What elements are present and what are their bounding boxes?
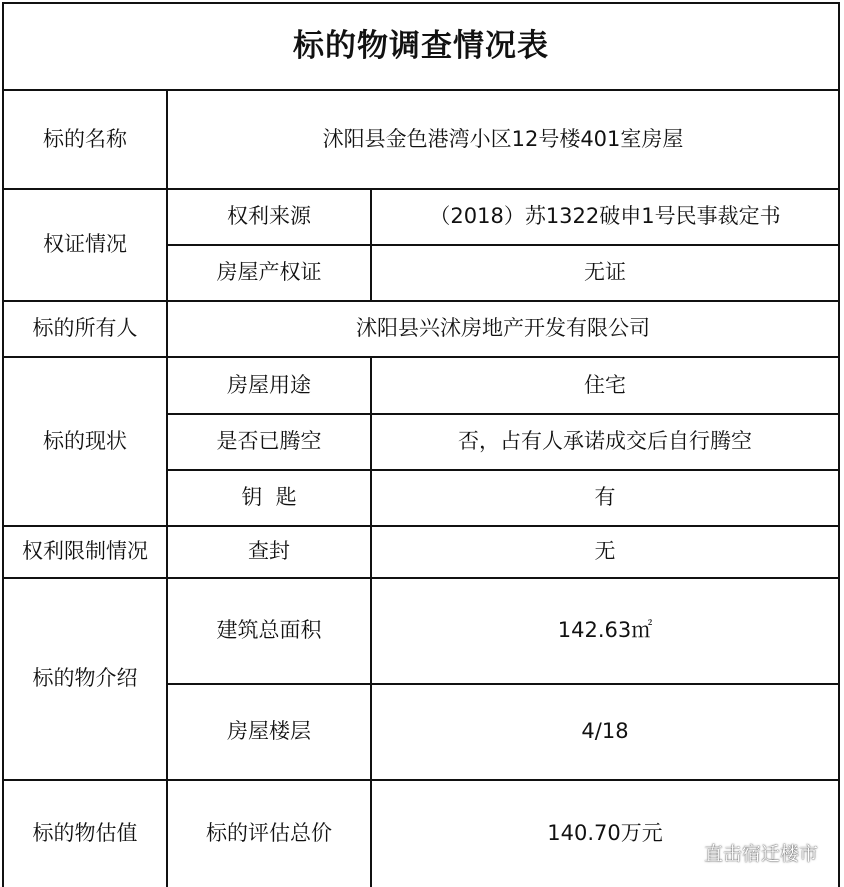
wechat-icon <box>670 842 696 864</box>
owner-value: 沭阳县兴沭房地产开发有限公司 <box>167 301 839 357</box>
survey-table <box>2 2 840 887</box>
rights-cert-value: 无证 <box>371 245 839 301</box>
restriction-value: 无 <box>371 526 839 578</box>
watermark <box>670 839 818 866</box>
valuation-label: 标的物估值 <box>3 780 167 887</box>
rights-cert-label: 房屋产权证 <box>167 245 371 301</box>
rights-label: 权证情况 <box>3 189 167 301</box>
restriction-sub-label: 查封 <box>167 526 371 578</box>
intro-floor-label: 房屋楼层 <box>167 684 371 780</box>
watermark-text: 直击宿迁楼市 <box>703 843 818 865</box>
status-vacated-value: 否，占有人承诺成交后自行腾空 <box>371 414 839 470</box>
intro-label: 标的物介绍 <box>3 578 167 780</box>
restriction-label: 权利限制情况 <box>3 526 167 578</box>
status-key-label: 钥 匙 <box>167 470 371 526</box>
rights-source-value: （2018）苏1322破申1号民事裁定书 <box>371 189 839 245</box>
status-use-value: 住宅 <box>371 357 839 414</box>
status-key-value: 有 <box>371 470 839 526</box>
name-label: 标的名称 <box>3 90 167 189</box>
rights-source-label: 权利来源 <box>167 189 371 245</box>
intro-floor-value: 4/18 <box>371 684 839 780</box>
valuation-value: 140.70万元 <box>371 780 839 887</box>
name-value: 沭阳县金色港湾小区12号楼401室房屋 <box>167 90 839 189</box>
intro-area-value: 142.63㎡ <box>371 578 839 684</box>
status-vacated-label: 是否已腾空 <box>167 414 371 470</box>
owner-label: 标的所有人 <box>3 301 167 357</box>
valuation-sub-label: 标的评估总价 <box>167 780 371 887</box>
status-label: 标的现状 <box>3 357 167 526</box>
table-title: 标的物调查情况表 <box>3 3 839 90</box>
intro-area-label: 建筑总面积 <box>167 578 371 684</box>
status-use-label: 房屋用途 <box>167 357 371 414</box>
